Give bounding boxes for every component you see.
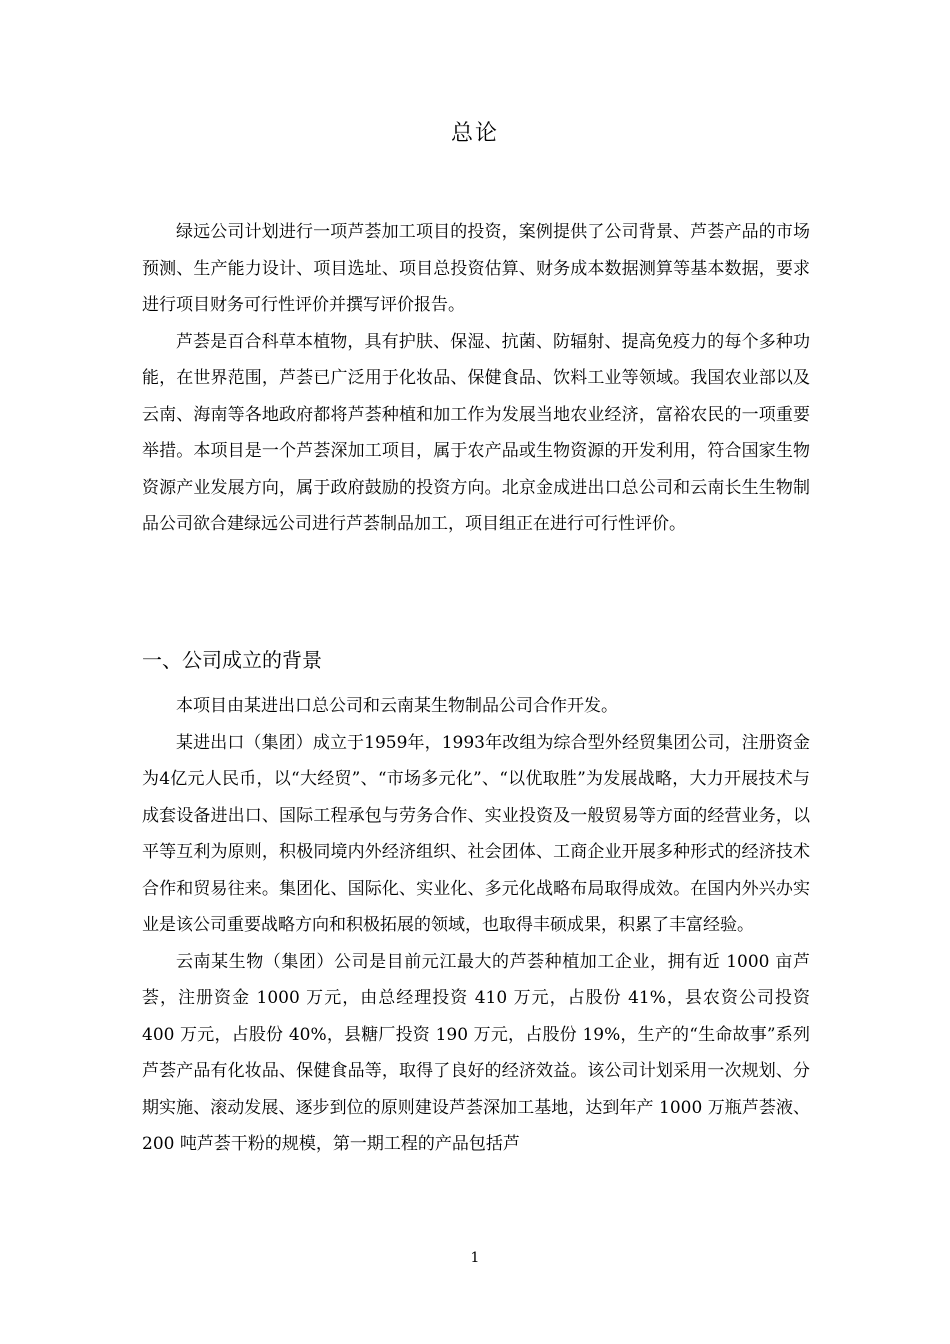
section-body — [142, 688, 810, 1163]
intro-paragraph-1: 绿远公司计划进行一项芦荟加工项目的投资，案例提供了公司背景、芦荟产品的市场预测、生产能力设计、项目选址、项目总投资估算、财务成本数据测算等基本数据，要求进行项目财务可行性评价并撰写评价报告。 — [142, 222, 810, 315]
intro-section — [142, 214, 810, 543]
section-paragraph-3: 云南某生物（集团）公司是目前元江最大的芦荟种植加工企业，拥有近 1000 亩芦荟，注册资金 1000 万元，由总经理投资 410 万元，占股份 41%，县农资公司投资 400 万元，占股份 40%，县糖厂投资 190 万元，占股份 19%，生产的“生命故事”系列芦荟产品有化妆品、保健食品等，取得了良好的经济效益。该公司计划采用一次规划、分期实施、滚动发展、逐步到位的原则建设芦荟深加工基地，达到年产 1000 万瓶芦荟液、200 吨芦荟干粉的规模，第一期工程的产品包括芦 — [142, 951, 810, 1154]
page-number: 1 — [470, 1250, 480, 1266]
section-paragraph-1: 本项目由某进出口总公司和云南某生物制品公司合作开发。 — [176, 696, 618, 716]
section-paragraph-2: 某进出口（集团）成立于1959年，1993年改组为综合型外经贸集团公司，注册资金为4亿元人民币，以“大经贸”、“市场多元化”、“以优取胜”为发展战略，大力开展技术与成套设备进出口、国际工程承包与劳务合作、实业投资及一般贸易等方面的经营业务，以平等互利为原则，积极同境内外经济组织、社会团体、工商企业开展多种形式的经济技术合作和贸易往来。集团化、国际化、实业化、多元化战略布局取得成效。在国内外兴办实业是该公司重要战略方向和积极拓展的领域，也取得丰硕成果，积累了丰富经验。 — [142, 732, 810, 935]
intro-paragraph-2: 芦荟是百合科草本植物，具有护肤、保湿、抗菌、防辐射、提高免疫力的每个多种功能，在世界范围，芦荟已广泛用于化妆品、保健食品、饮料工业等领域。我国农业部以及云南、海南等各地政府都将芦荟种植和加工作为发展当地农业经济，富裕农民的一项重要举措。本项目是一个芦荟深加工项目，属于农产品或生物资源的开发利用，符合国家生物资源产业发展方向，属于政府鼓励的投资方向。北京金成进出口总公司和云南长生生物制品公司欲合建绿远公司进行芦荟制品加工，项目组正在进行可行性评价。 — [142, 331, 810, 534]
section-heading: 一、公司成立的背景 — [142, 648, 322, 672]
page-title: 总论 — [450, 121, 499, 146]
